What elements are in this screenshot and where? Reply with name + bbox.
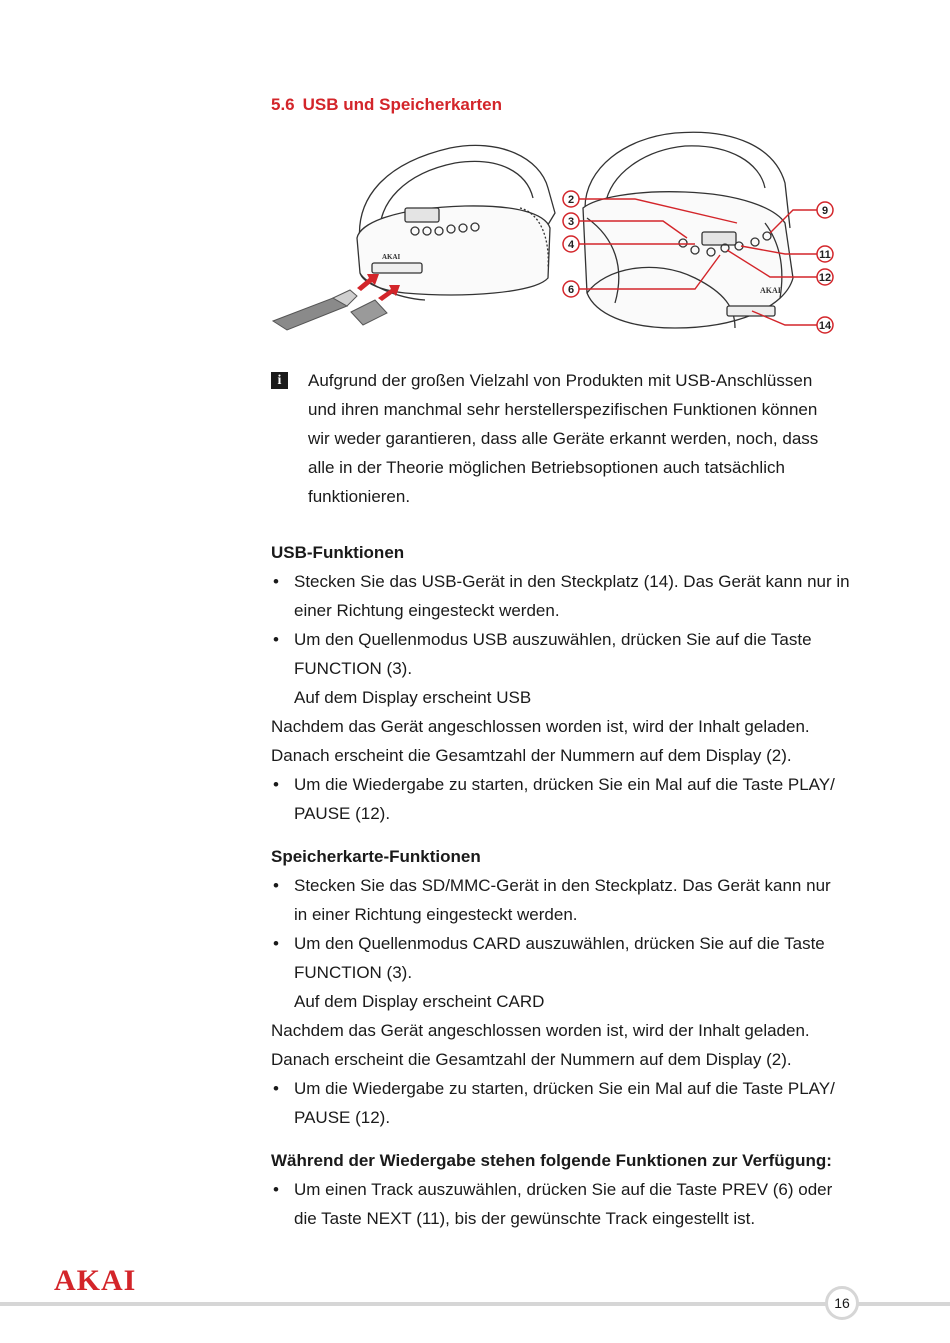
text-line: • Um die Wiedergabe zu starten, drücken Sie ein Mal auf die Taste PLAY/ (294, 775, 835, 794)
section-heading (271, 95, 502, 115)
bullet-item (271, 567, 871, 625)
svg-text:4: 4 (567, 239, 575, 251)
callout-14 (817, 317, 833, 333)
paragraph (271, 712, 871, 770)
page-number: 16 (825, 1286, 859, 1320)
note-line: funktionieren. (308, 487, 411, 506)
info-note-text (308, 366, 861, 511)
callout-9 (817, 202, 833, 218)
text-line: Auf dem Display erscheint USB (294, 688, 532, 707)
indented-text (271, 683, 871, 712)
section-subtitle: Speicherkarte-Funktionen (271, 847, 481, 866)
text-line: Nachdem das Gerät angeschlossen worden ist, wird der Inhalt geladen. (271, 1021, 810, 1040)
callout-11 (817, 246, 833, 262)
info-icon: i (271, 372, 288, 389)
instruction-section (271, 842, 871, 1132)
text-line: PAUSE (12). (294, 804, 391, 823)
footer-divider (0, 1302, 950, 1306)
note-line: und ihren manchmal sehr herstellerspezifischen Funktionen können (308, 400, 818, 419)
svg-text:14: 14 (818, 320, 832, 332)
bullet-item (271, 1074, 871, 1132)
text-line: PAUSE (12). (294, 1108, 391, 1127)
paragraph (271, 1016, 871, 1074)
text-line: • Um den Quellenmodus USB auszuwählen, drücken Sie auf die Taste (294, 630, 812, 649)
right-device-logo: AKAI (760, 286, 781, 295)
text-line: Danach erscheint die Gesamtzahl der Nummern auf dem Display (2). (271, 746, 792, 765)
svg-text:11: 11 (819, 249, 831, 261)
akai-logo: AKAI (54, 1264, 137, 1297)
section-number: 5.6 (271, 95, 295, 114)
left-boombox-illustration (357, 145, 555, 300)
usb-stick-illustration (273, 290, 357, 330)
section-title: USB und Speicherkarten (302, 95, 502, 114)
svg-text:9: 9 (821, 205, 829, 217)
section-subtitle: USB-Funktionen (271, 543, 405, 562)
section-subtitle: Während der Wiedergabe stehen folgende Funktionen zur Verfügung: (271, 1151, 832, 1170)
bullet-item (271, 929, 871, 987)
right-boombox-illustration (583, 132, 793, 328)
callout-4 (563, 236, 579, 252)
text-line: in einer Richtung eingesteckt werden. (294, 905, 578, 924)
instruction-section (271, 538, 871, 828)
text-line: Auf dem Display erscheint CARD (294, 992, 545, 1011)
callout-3 (563, 213, 579, 229)
instructions-body (271, 538, 871, 1247)
info-note (271, 366, 861, 511)
svg-text:6: 6 (567, 284, 575, 296)
text-line: • Stecken Sie das SD/MMC-Gerät in den Steckplatz. Das Gerät kann nur (294, 876, 831, 895)
bullet-item (271, 770, 871, 828)
text-line: FUNCTION (3). (294, 659, 413, 678)
text-line: FUNCTION (3). (294, 963, 413, 982)
callout-2 (563, 191, 579, 207)
text-line: Nachdem das Gerät angeschlossen worden ist, wird der Inhalt geladen. (271, 717, 810, 736)
device-illustration (265, 128, 855, 343)
svg-text:12: 12 (818, 272, 832, 284)
sd-card-illustration (351, 300, 387, 325)
callout-6 (563, 281, 579, 297)
svg-text:2: 2 (567, 194, 575, 206)
text-line: Danach erscheint die Gesamtzahl der Nummern auf dem Display (2). (271, 1050, 792, 1069)
text-line: • Um einen Track auszuwählen, drücken Sie auf die Taste PREV (6) oder (294, 1180, 833, 1199)
text-line: • Um die Wiedergabe zu starten, drücken Sie ein Mal auf die Taste PLAY/ (294, 1079, 835, 1098)
note-line: wir weder garantieren, dass alle Geräte erkannt werden, noch, dass (308, 429, 819, 448)
indented-text (271, 987, 871, 1016)
bullet-item (271, 625, 871, 683)
note-line: Aufgrund der großen Vielzahl von Produkten mit USB-Anschlüssen (308, 371, 813, 390)
text-line: • Um den Quellenmodus CARD auszuwählen, drücken Sie auf die Taste (294, 934, 825, 953)
bullet-item (271, 871, 871, 929)
text-line: die Taste NEXT (11), bis der gewünschte Track eingestellt ist. (294, 1209, 756, 1228)
text-line: einer Richtung eingesteckt werden. (294, 601, 560, 620)
svg-text:3: 3 (567, 216, 575, 228)
instruction-section (271, 1146, 871, 1233)
text-line: • Stecken Sie das USB-Gerät in den Steckplatz (14). Das Gerät kann nur in (294, 572, 850, 591)
left-device-logo: AKAI (382, 253, 401, 261)
bullet-item (271, 1175, 871, 1233)
callout-12 (817, 269, 833, 285)
note-line: alle in der Theorie möglichen Betriebsoptionen auch tatsächlich (308, 458, 785, 477)
